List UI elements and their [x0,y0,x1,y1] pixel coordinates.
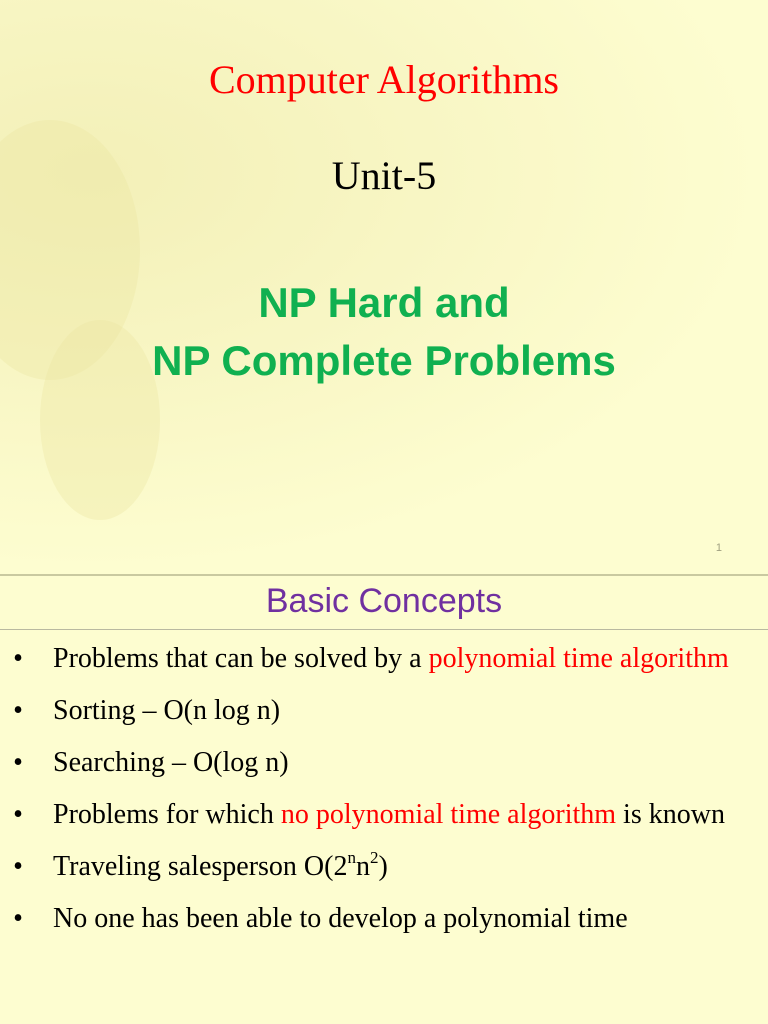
highlight-text: no polynomial time algorithm [280,799,617,830]
slide-title: Basic Concepts [265,582,503,620]
bullet-text: Searching – O(log n) [53,747,289,778]
bullet-text-tail: is known [616,799,725,830]
list-item [0,792,768,838]
bullet-text: Problems that can be solved by a [53,643,429,674]
bullet-text: Traveling salesperson O(2 [53,851,348,882]
list-item [0,896,768,942]
bullet-list [0,636,768,948]
unit-label: Unit-5 [331,153,437,198]
bullet-text-tail: ) [378,851,388,882]
list-item [0,636,768,682]
content-slide [0,576,768,1024]
bullet-icon: • [13,695,23,726]
bullet-text: Sorting – O(n log n) [53,695,281,726]
topic-line-2: NP Complete Problems [152,337,616,384]
topic-line-1: NP Hard and [258,279,510,326]
topic-title [0,274,768,390]
list-item [0,844,768,890]
bullet-text: No one has been able to develop a polynomial time [53,903,628,934]
bullet-icon: • [13,799,23,830]
course-title: Computer Algorithms [209,57,559,102]
list-item [0,740,768,786]
bullet-icon: • [13,643,23,674]
exponent: n [347,847,356,867]
page-number: 1 [715,542,722,554]
exponent: 2 [369,847,379,867]
bullet-text-mid: n [355,851,370,882]
bullet-icon: • [13,851,23,882]
title-rule [0,629,768,630]
bullet-icon: • [13,903,23,934]
bullet-text: Problems for which [53,799,281,830]
highlight-text: polynomial time algorithm [428,643,729,674]
list-item [0,688,768,734]
bullet-icon: • [13,747,23,778]
